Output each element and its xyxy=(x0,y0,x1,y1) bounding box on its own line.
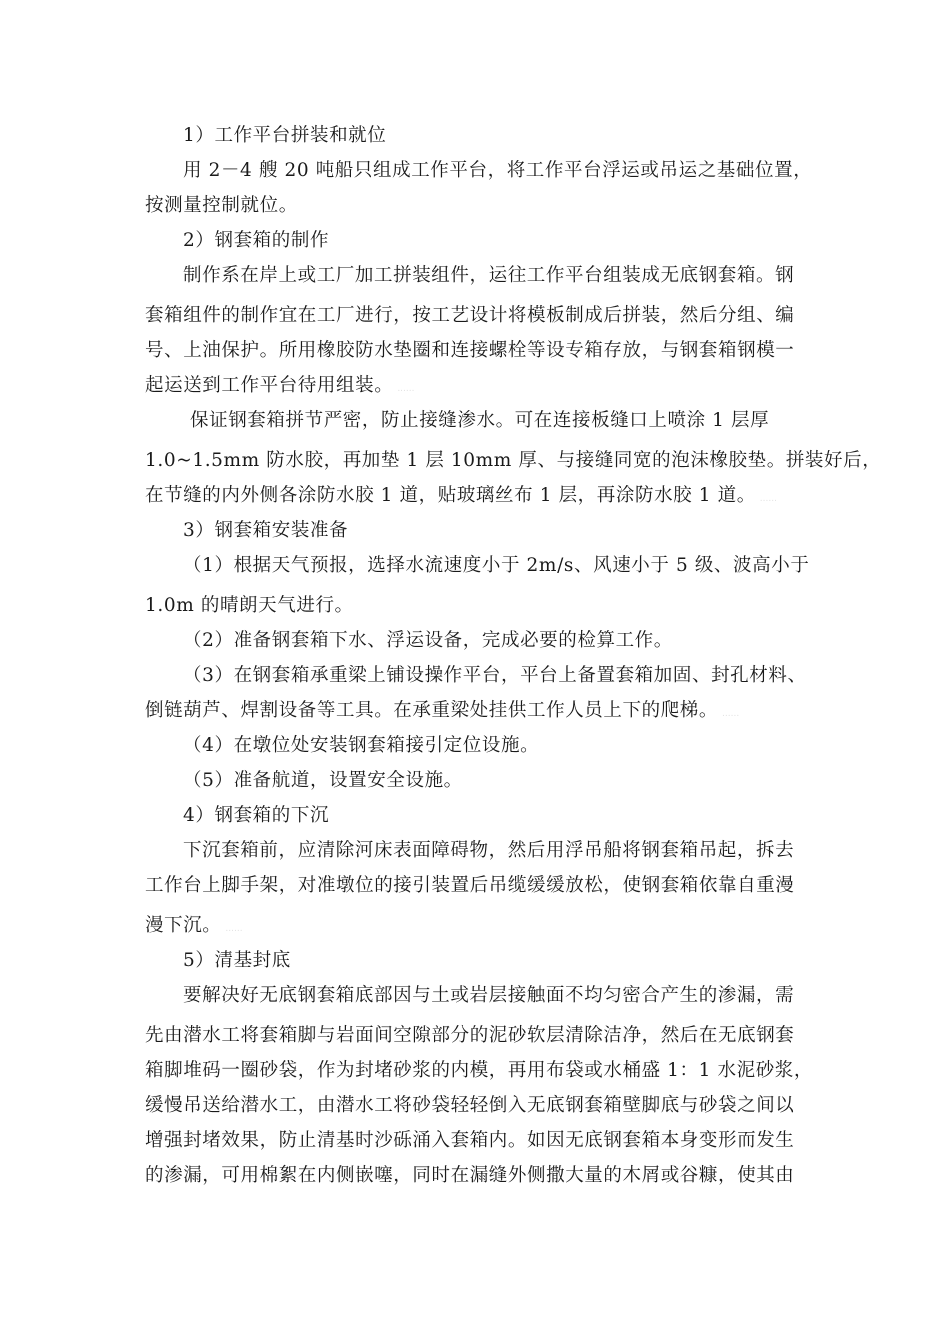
paragraph-line: 1.0m 的晴朗天气进行。 xyxy=(145,595,354,616)
heading-3: 3）钢套箱安装准备 xyxy=(183,520,349,541)
heading-4: 4）钢套箱的下沉 xyxy=(183,805,330,826)
paragraph-line: 箱脚堆码一圈砂袋，作为封堵砂浆的内模，再用布袋或水桶盛 1：1 水泥砂浆， xyxy=(145,1060,814,1081)
paragraph-line: 用 2－4 艘 20 吨船只组成工作平台，将工作平台浮运或吊运之基础位置， xyxy=(183,160,813,181)
paragraph-line: 制作系在岸上或工厂加工拼装组件，运往工作平台组装成无底钢套箱。钢 xyxy=(183,265,795,286)
paragraph-line: 倒链葫芦、焊割设备等工具。在承重梁处挂供工作人员上下的爬梯。 ...... xyxy=(145,700,740,721)
paragraph-line: 缓慢吊送给潜水工，由潜水工将砂袋轻轻倒入无底钢套箱壁脚底与砂袋之间以 xyxy=(145,1095,795,1116)
faint-mark: ...... xyxy=(397,384,415,394)
paragraph-line: 要解决好无底钢套箱底部因与土或岩层接触面不均匀密合产生的渗漏，需 xyxy=(183,985,795,1006)
paragraph-line: 先由潜水工将套箱脚与岩面间空隙部分的泥砂软层清除洁净，然后在无底钢套 xyxy=(145,1025,795,1046)
paragraph-line: 工作台上脚手架，对准墩位的接引装置后吊缆缓缓放松，使钢套箱依靠自重漫 xyxy=(145,875,795,896)
paragraph-line: 的渗漏，可用棉絮在内侧嵌噻，同时在漏缝外侧撒大量的木屑或谷糠，使其由 xyxy=(145,1165,795,1186)
paragraph-line: （2）准备钢套箱下水、浮运设备，完成必要的检算工作。 xyxy=(183,630,673,651)
paragraph-line: （3）在钢套箱承重梁上铺设操作平台，平台上备置套箱加固、封孔材料、 xyxy=(183,665,807,686)
paragraph-line: 下沉套箱前，应清除河床表面障碍物，然后用浮吊船将钢套箱吊起，拆去 xyxy=(183,840,795,861)
paragraph-line: 按测量控制就位。 xyxy=(145,195,298,216)
paragraph-line: 1.0~1.5mm 防水胶，再加垫 1 层 10mm 厚、与接缝同宽的泡沫橡胶垫。拼装好后， xyxy=(145,450,882,471)
paragraph-line: 增强封堵效果，防止清基时沙砾涌入套箱内。如因无底钢套箱本身变形而发生 xyxy=(145,1130,795,1151)
paragraph-line: 套箱组件的制作宜在工厂进行，按工艺设计将模板制成后拼装，然后分组、编 xyxy=(145,305,795,326)
heading-5: 5）清基封底 xyxy=(183,950,291,971)
faint-mark: ...... xyxy=(225,924,243,934)
faint-mark: ...... xyxy=(759,494,777,504)
paragraph-line: 起运送到工作平台待用组装。 ...... xyxy=(145,375,415,396)
faint-mark: ...... xyxy=(722,709,740,719)
paragraph-line: 漫下沉。 ...... xyxy=(145,915,243,936)
paragraph-line: （1）根据天气预报，选择水流速度小于 2m/s、风速小于 5 级、波高小于 xyxy=(183,555,810,576)
paragraph-line: 在节缝的内外侧各涂防水胶 1 道，贴玻璃丝布 1 层，再涂防水胶 1 道。 ...... xyxy=(145,485,777,506)
paragraph-line: 保证钢套箱拼节严密，防止接缝渗水。可在连接板缝口上喷涂 1 层厚 xyxy=(190,410,770,431)
heading-2: 2）钢套箱的制作 xyxy=(183,230,330,251)
paragraph-line: （5）准备航道，设置安全设施。 xyxy=(183,770,463,791)
paragraph-line: （4）在墩位处安装钢套箱接引定位设施。 xyxy=(183,735,540,756)
paragraph-line: 号、上油保护。所用橡胶防水垫圈和连接螺栓等设专箱存放，与钢套箱钢模一 xyxy=(145,340,795,361)
heading-1: 1）工作平台拼装和就位 xyxy=(183,125,387,146)
